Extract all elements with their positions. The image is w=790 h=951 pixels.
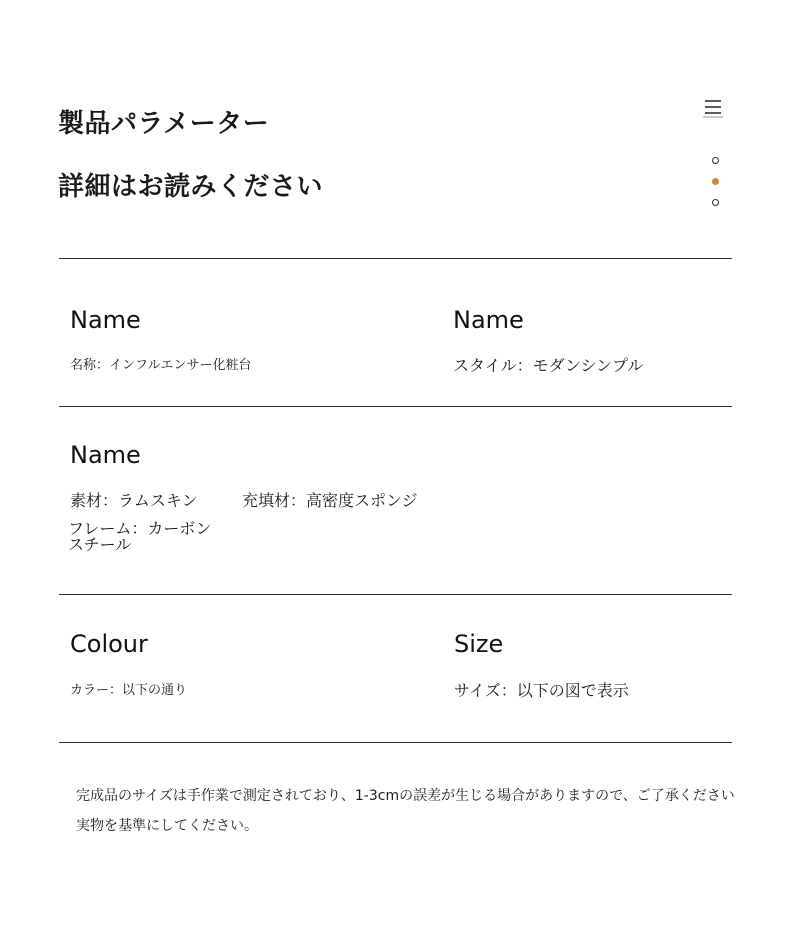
filling-text: 充填材：高密度スポンジ [242,491,418,510]
style-text: スタイル：モダンシンプル [453,356,644,375]
material-heading: Name [70,441,141,469]
pager-dot-1[interactable] [712,157,719,164]
hamburger-menu-icon[interactable] [699,92,727,122]
hamburger-menu-icon-graphic [699,92,727,122]
pager-dot-2-active[interactable] [712,178,719,185]
frame-text: フレーム：カーボンスチール [68,519,212,554]
product-name-text: 名称：インフルエンサー化粧台 [70,358,252,373]
page-subtitle: 詳細はお読みください [58,172,324,202]
colour-heading: Colour [70,630,148,658]
size-heading: Size [454,630,504,658]
colour-text: カラー：以下の通り [70,683,188,698]
divider [59,406,732,407]
divider [59,594,732,595]
size-text: サイズ：以下の図で表示 [454,681,629,700]
page-title: 製品パラメーター [58,109,270,139]
measurement-note: 完成品のサイズは手作業で測定されており、1-3cmの誤差が生じる場合がありますので、ご了承ください [76,788,735,804]
leather-text: 素材：ラムスキン [70,491,198,510]
name-heading-left: Name [70,306,141,334]
pager-dot-3[interactable] [712,199,719,206]
divider [59,258,732,259]
name-heading-right: Name [453,306,524,334]
divider [59,742,732,743]
reference-note: 実物を基準にしてください。 [76,818,258,834]
